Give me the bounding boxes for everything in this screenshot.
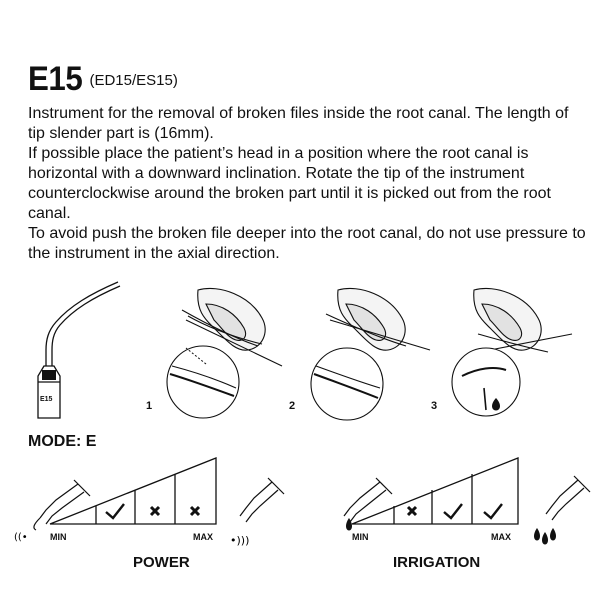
instructions-text — [28, 104, 588, 264]
step-3-illustration — [452, 288, 572, 416]
power-max-label: MAX — [193, 532, 213, 542]
step-1-illustration — [167, 288, 282, 418]
irrigation-scale — [0, 452, 605, 562]
step-2-illustration — [311, 288, 430, 420]
vibration-high-icon: •))) — [230, 534, 250, 547]
step-number: 3 — [431, 400, 438, 412]
instruction-paragraph: To avoid push the broken file deeper into the root canal, do not use pressure to the instrument in the axial direction. — [28, 225, 586, 262]
product-title — [28, 60, 178, 99]
mode-label: MODE: E — [28, 433, 97, 450]
procedure-illustrations — [0, 270, 605, 440]
power-title: POWER — [133, 554, 190, 571]
step-number: 1 — [146, 400, 153, 412]
irrigation-min-label: MIN — [352, 532, 369, 542]
tip-alt-codes: (ED15/ES15) — [89, 72, 178, 89]
instruction-paragraph: If possible place the patient’s head in a position where the root canal is horizontal with a downward inclination. Rotate the tip of the instrument counterclockwise around the broken part until it is picked out from the root canal. — [28, 145, 551, 222]
drops-icon — [534, 528, 556, 545]
tip-label: E15 — [40, 396, 53, 403]
step-number: 2 — [289, 400, 296, 412]
tip-code: E15 — [28, 60, 83, 98]
irrigation-title: IRRIGATION — [393, 554, 481, 571]
irrigation-max-label: MAX — [491, 532, 511, 542]
vibration-low-icon: ((• — [14, 532, 28, 543]
instruction-paragraph: Instrument for the removal of broken files inside the root canal. The length of tip slender part is (16mm). — [28, 105, 569, 142]
handpiece-icon — [546, 476, 590, 520]
power-min-label: MIN — [50, 532, 67, 542]
